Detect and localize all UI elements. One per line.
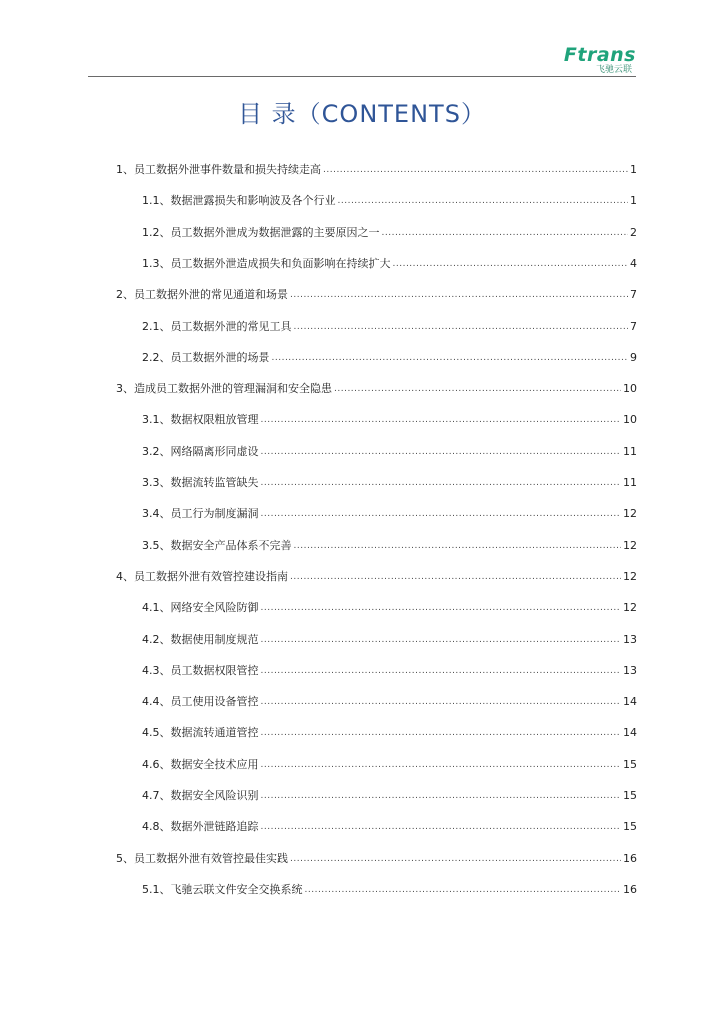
- toc-dot-leader: [261, 413, 622, 427]
- page-header: [88, 40, 636, 77]
- toc-entry[interactable]: [142, 720, 637, 740]
- toc-entry[interactable]: [142, 783, 637, 803]
- toc-dot-leader: [261, 633, 622, 647]
- toc-entry[interactable]: [142, 814, 637, 834]
- toc-entry-title: 3.2、网络隔离形同虚设: [142, 445, 259, 458]
- toc-entry[interactable]: [142, 658, 637, 678]
- toc-entry[interactable]: [116, 282, 637, 302]
- toc-entry[interactable]: [142, 251, 637, 271]
- toc-entry-title: 4.5、数据流转通道管控: [142, 726, 259, 739]
- toc-entry[interactable]: [142, 877, 637, 897]
- toc-page-number: 15: [623, 789, 637, 802]
- toc-dot-leader: [305, 883, 622, 897]
- toc-dot-leader: [261, 789, 622, 803]
- logo-wordmark: Ftrans: [563, 44, 636, 66]
- toc-entry-title: 4.6、数据安全技术应用: [142, 758, 259, 771]
- toc-entry-title: 4.1、网络安全风险防御: [142, 601, 259, 614]
- toc-entry[interactable]: [116, 846, 637, 866]
- toc-entry-title: 3.1、数据权限粗放管理: [142, 413, 259, 426]
- toc-entry-title: 3、造成员工数据外泄的管理漏洞和安全隐患: [116, 382, 332, 395]
- toc-page-number: 15: [623, 758, 637, 771]
- toc-entry-title: 1.1、数据泄露损失和影响波及各个行业: [142, 194, 336, 207]
- toc-dot-leader: [338, 194, 629, 208]
- toc-entry[interactable]: [142, 345, 637, 365]
- toc-page-number: 12: [623, 570, 637, 583]
- toc-dot-leader: [261, 445, 622, 459]
- toc-page-number: 14: [623, 726, 637, 739]
- toc-dot-leader: [334, 382, 621, 396]
- toc-entry[interactable]: [142, 314, 637, 334]
- toc-entry-title: 4.3、员工数据权限管控: [142, 664, 259, 677]
- toc-entry[interactable]: [142, 470, 637, 490]
- toc-page-number: 9: [630, 351, 637, 364]
- toc-entry[interactable]: [142, 407, 637, 427]
- toc-page-number: 12: [623, 507, 637, 520]
- toc-entry-title: 2.2、员工数据外泄的场景: [142, 351, 270, 364]
- brand-logo: [540, 45, 636, 75]
- toc-entry-title: 4.2、数据使用制度规范: [142, 633, 259, 646]
- toc-entry[interactable]: [142, 689, 637, 709]
- toc-entry-title: 2、员工数据外泄的常见通道和场景: [116, 288, 288, 301]
- toc-dot-leader: [382, 226, 629, 240]
- toc-page-number: 14: [623, 695, 637, 708]
- toc-dot-leader: [294, 539, 622, 553]
- toc-dot-leader: [261, 601, 622, 615]
- toc-dot-leader: [261, 507, 622, 521]
- toc-dot-leader: [290, 852, 621, 866]
- toc-page-number: 1: [630, 194, 637, 207]
- toc-entry[interactable]: [142, 439, 637, 459]
- toc-entry-title: 5、员工数据外泄有效管控最佳实践: [116, 852, 288, 865]
- toc-page-number: 2: [630, 226, 637, 239]
- toc-dot-leader: [272, 351, 629, 365]
- toc-dot-leader: [261, 664, 622, 678]
- toc-page-number: 7: [630, 288, 637, 301]
- toc-page-number: 13: [623, 633, 637, 646]
- toc-dot-leader: [261, 695, 622, 709]
- toc-page-number: 15: [623, 820, 637, 833]
- toc-page-number: 7: [630, 320, 637, 333]
- toc-dot-leader: [261, 726, 622, 740]
- toc-entry[interactable]: [142, 220, 637, 240]
- toc-entry[interactable]: [142, 595, 637, 615]
- toc-entry[interactable]: [116, 157, 637, 177]
- toc-dot-leader: [323, 163, 628, 177]
- toc-entry-title: 5.1、飞驰云联文件安全交换系统: [142, 883, 303, 896]
- toc-dot-leader: [294, 320, 629, 334]
- toc-entry-title: 4、员工数据外泄有效管控建设指南: [116, 570, 288, 583]
- toc-entry[interactable]: [142, 188, 637, 208]
- toc-entry[interactable]: [142, 627, 637, 647]
- toc-page-number: 12: [623, 539, 637, 552]
- toc-dot-leader: [393, 257, 629, 271]
- toc-entry-title: 3.5、数据安全产品体系不完善: [142, 539, 292, 552]
- toc-entry-title: 1、员工数据外泄事件数量和损失持续走高: [116, 163, 321, 176]
- toc-dot-leader: [290, 570, 621, 584]
- toc-entry[interactable]: [142, 752, 637, 772]
- toc-page-number: 11: [623, 445, 637, 458]
- toc-entry-title: 2.1、员工数据外泄的常见工具: [142, 320, 292, 333]
- toc-entry-title: 4.8、数据外泄链路追踪: [142, 820, 259, 833]
- toc-page-number: 12: [623, 601, 637, 614]
- toc-entry[interactable]: [116, 564, 637, 584]
- toc-page-number: 13: [623, 664, 637, 677]
- toc-dot-leader: [261, 758, 622, 772]
- toc-entry-title: 3.4、员工行为制度漏洞: [142, 507, 259, 520]
- toc-page-number: 10: [623, 382, 637, 395]
- toc-dot-leader: [261, 476, 622, 490]
- logo-subtitle: 飞驰云联: [595, 65, 632, 75]
- toc-entry-title: 4.4、员工使用设备管控: [142, 695, 259, 708]
- toc-entry-title: 3.3、数据流转监管缺失: [142, 476, 259, 489]
- toc-dot-leader: [290, 288, 628, 302]
- toc-page-number: 16: [623, 852, 637, 865]
- toc-page-number: 11: [623, 476, 637, 489]
- toc-entry-title: 4.7、数据安全风险识别: [142, 789, 259, 802]
- toc-dot-leader: [261, 820, 622, 834]
- toc-page-number: 10: [623, 413, 637, 426]
- toc-page-number: 4: [630, 257, 637, 270]
- toc-entry-title: 1.3、员工数据外泄造成损失和负面影响在持续扩大: [142, 257, 391, 270]
- toc-heading: 目 录（CONTENTS）: [238, 100, 486, 128]
- toc-entry[interactable]: [142, 501, 637, 521]
- toc-entry-title: 1.2、员工数据外泄成为数据泄露的主要原因之一: [142, 226, 380, 239]
- toc-entry[interactable]: [142, 533, 637, 553]
- toc-entry[interactable]: [116, 376, 637, 396]
- toc-page-number: 16: [623, 883, 637, 896]
- toc-page-number: 1: [630, 163, 637, 176]
